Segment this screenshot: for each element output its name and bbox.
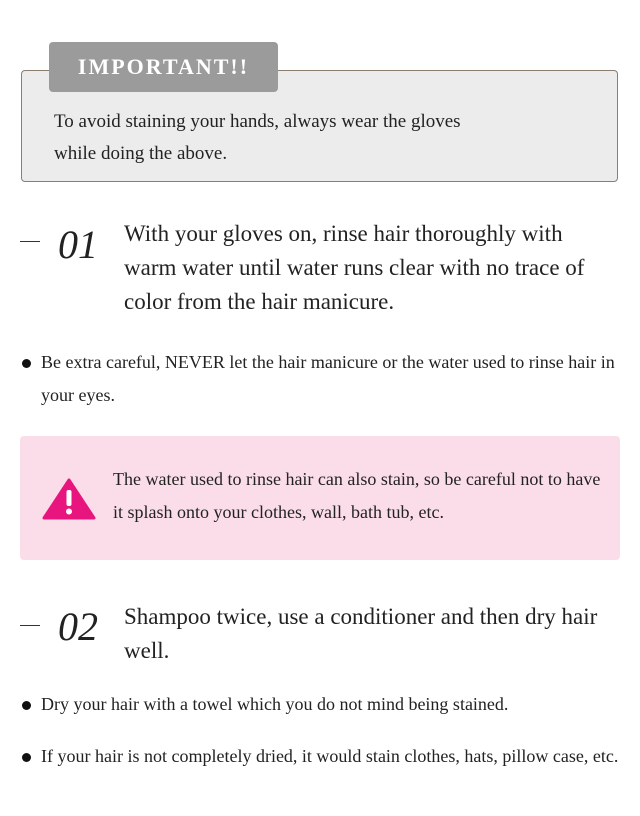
bullet-dot	[22, 701, 31, 710]
important-label: IMPORTANT!!	[49, 42, 278, 92]
bullet-dot	[22, 359, 31, 368]
important-text	[54, 106, 484, 170]
bullet-text: If your hair is not completely dried, it would stain clothes, hats, pillow case, etc.	[41, 746, 619, 766]
step-02-dash	[20, 625, 40, 626]
step-01-dash	[20, 241, 40, 242]
step-01-number: 01	[58, 222, 98, 267]
warning-triangle-icon	[42, 478, 96, 520]
bullet-dot	[22, 753, 31, 762]
warning-text: The water used to rinse hair can also stain, so be careful not to have it splash onto your clothes, wall, bath tub, etc.	[113, 469, 601, 522]
step-01-text: With your gloves on, rinse hair thoroughly with warm water until water runs clear with no trace of color from the hair manicure.	[124, 221, 585, 314]
important-text-line-1: To avoid staining your hands, always wear the gloves	[54, 111, 461, 132]
warning-box	[20, 436, 620, 560]
bullet-text: Be extra careful, NEVER let the hair manicure or the water used to rinse hair in your eyes.	[41, 352, 615, 405]
important-text-line-2: while doing the above.	[54, 143, 228, 164]
bullet-text: Dry your hair with a towel which you do not mind being stained.	[41, 694, 509, 714]
step-02-text: Shampoo twice, use a conditioner and then dry hair well.	[124, 604, 598, 663]
step-02-number: 02	[58, 604, 98, 649]
